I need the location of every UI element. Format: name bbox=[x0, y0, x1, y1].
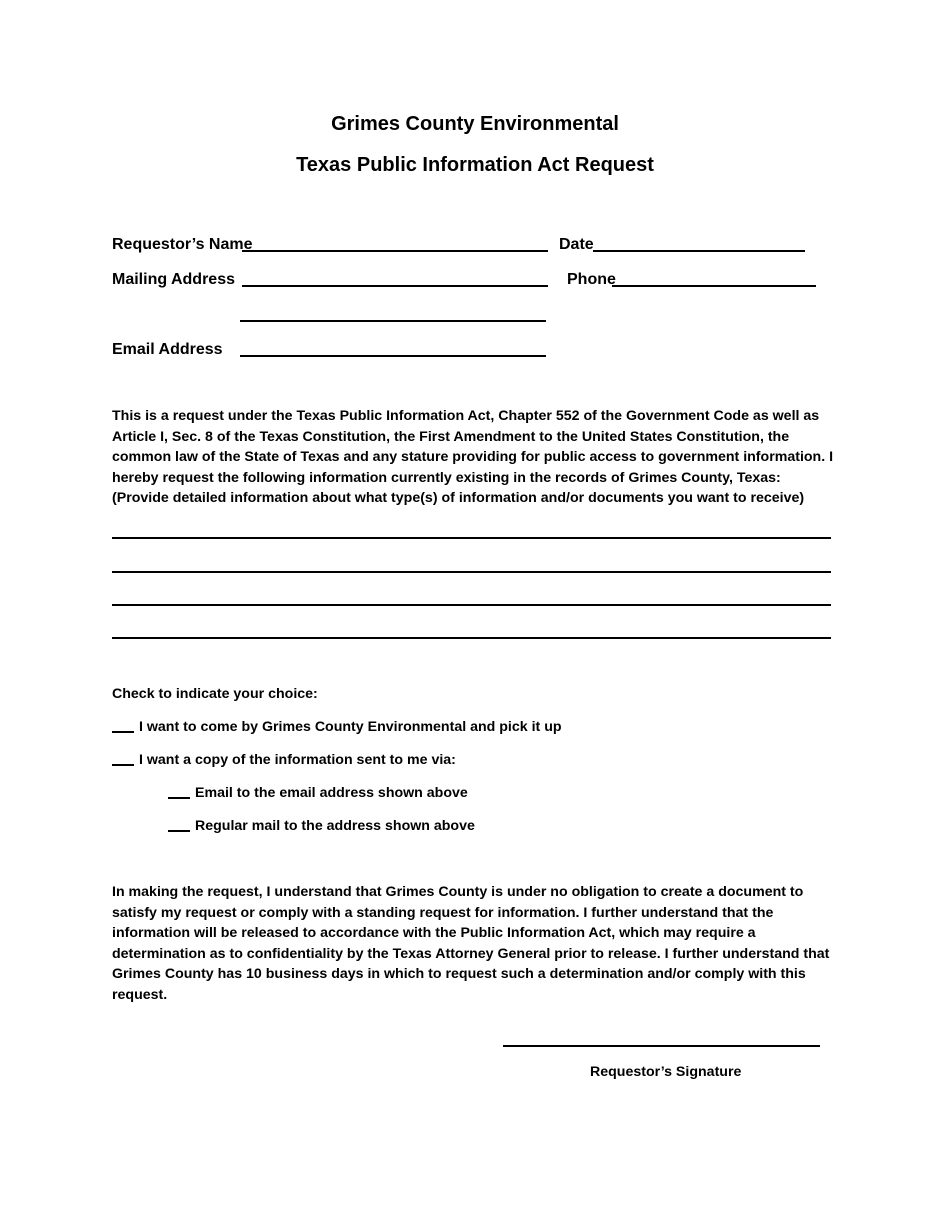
email-checkbox[interactable] bbox=[168, 797, 190, 799]
disclaimer-statement: In making the request, I understand that Grimes County is under no obligation to create a document to satisfy my request or comply with a standing request for information. I further understand that the information will be released to accordance with the Public Information Act, which may require a determination as to confidentiality by the Texas Attorney General prior to release. I further understand that Grimes County has 10 business days in which to request such a determination and/or comply with this request. bbox=[112, 884, 830, 1003]
choice-copy bbox=[112, 752, 456, 768]
form-subtitle: Texas Public Information Act Request bbox=[296, 154, 654, 176]
mail-checkbox[interactable] bbox=[168, 830, 190, 832]
mailing-address-field[interactable] bbox=[242, 285, 548, 287]
choice-email-label: Email to the email address shown above bbox=[195, 785, 468, 801]
pickup-checkbox[interactable] bbox=[112, 731, 134, 733]
request-statement: This is a request under the Texas Public Information Act, Chapter 552 of the Government Code as well as Article I, Sec. 8 of the Texas Constitution, the First Amendment to the United States Constitution, the common law of the State of Texas and any stature providing for public access to government information. I hereby request the following information currently existing in the records of Grimes County, Texas: (Provide detailed information about what type(s) of information and/or documents you want to receive) bbox=[112, 408, 834, 507]
date-label: Date bbox=[559, 236, 594, 253]
signature-label: Requestor’s Signature bbox=[590, 1064, 742, 1080]
phone-label: Phone bbox=[567, 271, 616, 288]
choice-copy-label: I want a copy of the information sent to me via: bbox=[139, 752, 456, 768]
choice-mail-label: Regular mail to the address shown above bbox=[195, 818, 475, 834]
request-details-line[interactable] bbox=[112, 637, 831, 639]
requestor-name-field[interactable] bbox=[242, 250, 548, 252]
choice-heading: Check to indicate your choice: bbox=[112, 686, 318, 702]
requestor-name-label: Requestor’s Name bbox=[112, 236, 253, 253]
request-details-line[interactable] bbox=[112, 537, 831, 539]
form-title: Grimes County Environmental bbox=[331, 113, 619, 135]
request-details-line[interactable] bbox=[112, 571, 831, 573]
choice-mail bbox=[168, 818, 475, 834]
choice-pickup-label: I want to come by Grimes County Environmental and pick it up bbox=[139, 719, 562, 735]
email-address-field[interactable] bbox=[240, 355, 546, 357]
choice-pickup bbox=[112, 719, 562, 735]
copy-checkbox[interactable] bbox=[112, 764, 134, 766]
choice-email bbox=[168, 785, 468, 801]
date-field[interactable] bbox=[593, 250, 805, 252]
request-details-line[interactable] bbox=[112, 604, 831, 606]
signature-field[interactable] bbox=[503, 1045, 820, 1047]
email-address-label: Email Address bbox=[112, 341, 223, 358]
phone-field[interactable] bbox=[612, 285, 816, 287]
mailing-address-line-2-field[interactable] bbox=[240, 320, 546, 322]
mailing-address-label: Mailing Address bbox=[112, 271, 235, 288]
